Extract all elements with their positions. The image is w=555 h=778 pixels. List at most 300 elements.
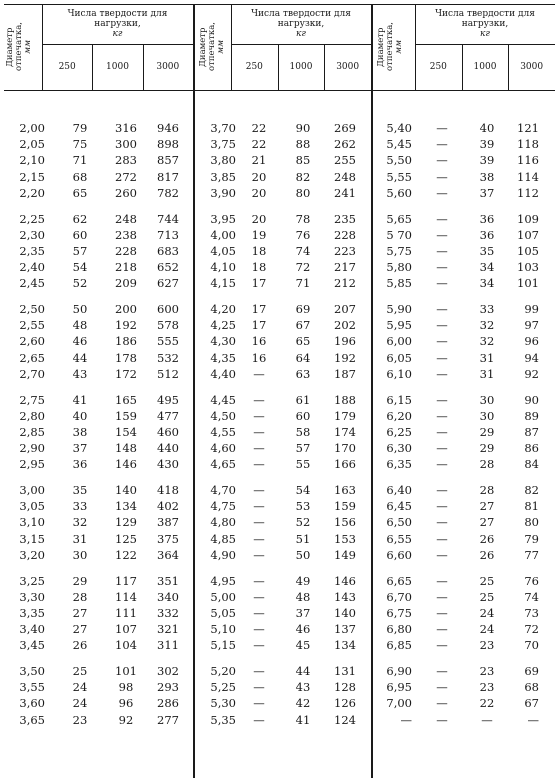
- diameter-value: 2,65: [19, 350, 45, 365]
- hardness-3000-value: 96: [524, 334, 539, 349]
- hardness-header: [42, 9, 193, 39]
- hardness-250-value: 25: [72, 664, 88, 678]
- hardness-1000-value: 300: [115, 137, 137, 152]
- hardness-1000-value: 26: [479, 531, 495, 546]
- hardness-3000-value: 286: [157, 696, 179, 711]
- hardness-3000-value: 269: [334, 121, 356, 135]
- diameter-value: 4,65: [210, 457, 236, 472]
- hardness-1000-value: 192: [115, 318, 137, 333]
- diameter-value: 2,30: [19, 227, 45, 242]
- hardness-3000-value: 192: [334, 350, 356, 365]
- diameter-value: 6,60: [386, 547, 412, 562]
- hardness-250-value: 44: [72, 350, 88, 365]
- diameter-value: 5,50: [386, 153, 412, 168]
- hardness-3000-value: 67: [524, 696, 539, 711]
- diameter-value: 2,70: [19, 366, 45, 381]
- hardness-1000-value: 49: [295, 573, 311, 588]
- hardness-3000-value: 248: [334, 169, 356, 184]
- diameter-value: 6,75: [386, 605, 412, 620]
- hardness-1000-value: 76: [295, 227, 311, 242]
- hardness-250-value: —: [436, 227, 448, 242]
- hardness-1000-value: 63: [295, 366, 311, 381]
- hardness-3000-value: 782: [157, 185, 179, 200]
- diameter-value: 6,20: [386, 408, 412, 423]
- hardness-1000-value: 74: [295, 243, 311, 258]
- row-rule: [4, 4, 555, 5]
- diameter-value: 2,40: [19, 260, 45, 275]
- hardness-3000-value: 118: [517, 137, 539, 152]
- hardness-3000-value: 440: [157, 441, 179, 456]
- diameter-value: 3,00: [19, 483, 45, 497]
- hardness-3000-value: 159: [334, 499, 356, 514]
- hardness-3000-value: 156: [334, 515, 356, 530]
- diameter-value: 4,50: [210, 408, 236, 423]
- hardness-3000-value: 332: [157, 605, 179, 620]
- hardness-header: [231, 9, 371, 39]
- hardness-3000-value: 74: [524, 589, 539, 604]
- hardness-1000-value: —: [481, 712, 493, 727]
- hardness-1000-value: 43: [295, 680, 311, 695]
- diameter-value: 6,65: [386, 573, 412, 588]
- diameter-value: 4,60: [210, 441, 236, 456]
- diameter-header: [199, 8, 227, 86]
- hardness-3000-value: 103: [517, 260, 539, 275]
- diameter-value: 2,05: [19, 137, 45, 152]
- hardness-3000-value: 87: [524, 424, 539, 439]
- load-header-250: 250: [245, 62, 263, 72]
- hardness-1000-value: 260: [115, 185, 137, 200]
- hardness-header-line1: Числа твердости для: [67, 9, 168, 19]
- hardness-1000-value: 248: [115, 211, 137, 226]
- hardness-250-value: 29: [72, 573, 88, 588]
- hardness-3000-value: 79: [524, 531, 539, 546]
- hardness-250-value: 62: [72, 211, 88, 226]
- hardness-1000-value: 78: [295, 211, 311, 226]
- hardness-1000-value: 72: [295, 260, 311, 275]
- hardness-1000-value: 30: [479, 408, 495, 423]
- hardness-250-value: —: [436, 350, 448, 365]
- hardness-250-value: 26: [72, 638, 88, 653]
- diameter-value: 6,85: [386, 638, 412, 653]
- hardness-250-value: 24: [72, 680, 88, 695]
- diameter-value: 3,25: [19, 573, 45, 588]
- diameter-value: 6,55: [386, 531, 412, 546]
- diameter-header-unit: мм: [394, 39, 404, 55]
- diameter-value: 5 70: [386, 227, 412, 242]
- hardness-250-value: 54: [72, 260, 88, 275]
- hardness-250-value: —: [253, 622, 265, 637]
- hardness-3000-value: —: [527, 712, 539, 727]
- hardness-header: [415, 9, 555, 39]
- hardness-250-value: —: [436, 638, 448, 653]
- hardness-1000-value: 37: [479, 185, 495, 200]
- hardness-250-value: —: [253, 483, 265, 497]
- hardness-250-value: 22: [251, 137, 267, 152]
- hardness-250-value: —: [253, 696, 265, 711]
- load-header-3000: 3000: [520, 62, 544, 72]
- diameter-value: 6,05: [386, 350, 412, 365]
- hardness-1000-value: 200: [115, 302, 137, 316]
- hardness-1000-value: 125: [115, 531, 137, 546]
- hardness-250-value: 46: [72, 334, 88, 349]
- hardness-250-value: 36: [72, 457, 88, 472]
- hardness-250-value: 18: [251, 260, 267, 275]
- diameter-value: 3,75: [210, 137, 236, 152]
- hardness-3000-value: 89: [524, 408, 539, 423]
- hardness-3000-value: 105: [517, 243, 539, 258]
- hardness-3000-value: 532: [157, 350, 179, 365]
- hardness-1000-value: 25: [479, 589, 495, 604]
- hardness-250-value: 27: [72, 622, 88, 637]
- diameter-value: 5,90: [386, 302, 412, 316]
- hardness-3000-value: 73: [524, 605, 539, 620]
- diameter-value: 6,45: [386, 499, 412, 514]
- hardness-3000-value: 126: [334, 696, 356, 711]
- diameter-value: 5,15: [210, 638, 236, 653]
- diameter-header-line1: Диаметр: [5, 27, 15, 67]
- hardness-1000-value: 140: [115, 483, 137, 497]
- hardness-250-value: 21: [251, 153, 267, 168]
- hardness-250-value: 17: [251, 318, 267, 333]
- diameter-value: 4,95: [210, 573, 236, 588]
- hardness-3000-value: 68: [524, 680, 539, 695]
- hardness-1000-value: 41: [295, 712, 311, 727]
- hardness-3000-value: 207: [334, 302, 356, 316]
- diameter-header-unit: мм: [216, 39, 226, 55]
- hardness-1000-value: 117: [115, 573, 137, 588]
- hardness-3000-value: 92: [524, 366, 539, 381]
- diameter-value: 2,95: [19, 457, 45, 472]
- hardness-1000-value: 67: [295, 318, 311, 333]
- hardness-250-value: 33: [72, 499, 88, 514]
- hardness-1000-value: 101: [115, 664, 137, 678]
- hardness-1000-value: 39: [479, 137, 495, 152]
- hardness-header-line2: нагрузки,: [277, 19, 325, 29]
- hardness-3000-value: 713: [157, 227, 179, 242]
- hardness-250-value: —: [436, 185, 448, 200]
- hardness-3000-value: 137: [334, 622, 356, 637]
- hardness-250-value: 32: [72, 515, 88, 530]
- hardness-3000-value: 134: [334, 638, 356, 653]
- hardness-1000-value: 98: [118, 680, 134, 695]
- hardness-3000-value: 364: [157, 547, 179, 562]
- hardness-250-value: —: [436, 318, 448, 333]
- diameter-header-line1: Диаметр: [376, 27, 386, 67]
- hardness-250-value: —: [253, 424, 265, 439]
- hardness-3000-value: 153: [334, 531, 356, 546]
- diameter-value: 2,10: [19, 153, 45, 168]
- hardness-3000-value: 387: [157, 515, 179, 530]
- hardness-1000-value: 90: [295, 121, 311, 135]
- hardness-3000-value: 302: [157, 664, 179, 678]
- hardness-1000-value: 46: [295, 622, 311, 637]
- hardness-3000-value: 131: [334, 664, 356, 678]
- hardness-1000-value: 29: [479, 441, 495, 456]
- hardness-1000-value: 54: [295, 483, 311, 497]
- diameter-value: 4,80: [210, 515, 236, 530]
- hardness-250-value: 17: [251, 276, 267, 291]
- hardness-3000-value: 97: [524, 318, 539, 333]
- diameter-value: 3,95: [210, 211, 236, 226]
- hardness-3000-value: 196: [334, 334, 356, 349]
- hardness-3000-value: 321: [157, 622, 179, 637]
- hardness-250-value: 16: [251, 334, 267, 349]
- diameter-value: 4,10: [210, 260, 236, 275]
- hardness-250-value: —: [436, 589, 448, 604]
- diameter-value: 2,60: [19, 334, 45, 349]
- hardness-3000-value: 311: [157, 638, 179, 653]
- hardness-1000-value: 88: [295, 137, 311, 152]
- hardness-1000-value: 146: [115, 457, 137, 472]
- load-header-1000: 1000: [473, 62, 497, 72]
- hardness-3000-value: 163: [334, 483, 356, 497]
- hardness-1000-value: 27: [479, 499, 495, 514]
- hardness-250-value: —: [253, 664, 265, 678]
- hardness-1000-value: 32: [479, 318, 495, 333]
- hardness-1000-value: 25: [479, 573, 495, 588]
- diameter-value: 6,80: [386, 622, 412, 637]
- diameter-value: 2,00: [19, 121, 45, 135]
- hardness-1000-value: 36: [479, 211, 495, 226]
- hardness-250-value: 23: [72, 712, 88, 727]
- diameter-value: 3,30: [19, 589, 45, 604]
- hardness-header-unit: кг: [296, 29, 306, 39]
- hardness-1000-value: 69: [295, 302, 311, 316]
- hardness-250-value: —: [436, 260, 448, 275]
- diameter-value: 3,60: [19, 696, 45, 711]
- diameter-value: 6,00: [386, 334, 412, 349]
- hardness-3000-value: 418: [157, 483, 179, 497]
- hardness-1000-value: 148: [115, 441, 137, 456]
- hardness-3000-value: 69: [524, 664, 539, 678]
- diameter-value: 3,90: [210, 185, 236, 200]
- hardness-1000-value: 272: [115, 169, 137, 184]
- hardness-3000-value: 86: [524, 441, 539, 456]
- diameter-value: 4,85: [210, 531, 236, 546]
- hardness-3000-value: 179: [334, 408, 356, 423]
- hardness-3000-value: 235: [334, 211, 356, 226]
- hardness-250-value: —: [436, 302, 448, 316]
- hardness-3000-value: 683: [157, 243, 179, 258]
- hardness-250-value: 27: [72, 605, 88, 620]
- diameter-value: 2,90: [19, 441, 45, 456]
- hardness-header-unit: кг: [112, 29, 123, 39]
- hardness-1000-value: 172: [115, 366, 137, 381]
- hardness-3000-value: 81: [524, 499, 539, 514]
- hardness-1000-value: 218: [115, 260, 137, 275]
- hardness-250-value: —: [253, 408, 265, 423]
- hardness-3000-value: 70: [524, 638, 539, 653]
- diameter-value: 5,85: [386, 276, 412, 291]
- load-header-3000: 3000: [156, 62, 180, 72]
- diameter-value: 2,20: [19, 185, 45, 200]
- hardness-3000-value: 84: [524, 457, 539, 472]
- diameter-value: 2,55: [19, 318, 45, 333]
- hardness-250-value: 41: [72, 392, 88, 407]
- hardness-1000-value: 107: [115, 622, 137, 637]
- hardness-1000-value: 186: [115, 334, 137, 349]
- hardness-250-value: 37: [72, 441, 88, 456]
- diameter-value: 6,40: [386, 483, 412, 497]
- hardness-250-value: 50: [72, 302, 88, 316]
- hardness-1000-value: 104: [115, 638, 137, 653]
- hardness-250-value: 48: [72, 318, 88, 333]
- hardness-3000-value: 114: [517, 169, 539, 184]
- hardness-1000-value: 34: [479, 276, 495, 291]
- hardness-250-value: —: [253, 573, 265, 588]
- load-header-1000: 1000: [289, 62, 313, 72]
- hardness-250-value: —: [253, 515, 265, 530]
- hardness-1000-value: 23: [479, 680, 495, 695]
- hardness-250-value: —: [436, 366, 448, 381]
- diameter-header-line1: Диаметр: [198, 27, 208, 67]
- hardness-250-value: 60: [72, 227, 88, 242]
- hardness-250-value: 65: [72, 185, 88, 200]
- hardness-250-value: —: [436, 334, 448, 349]
- hardness-3000-value: 112: [517, 185, 539, 200]
- hardness-3000-value: 116: [517, 153, 539, 168]
- diameter-value: 3,40: [19, 622, 45, 637]
- hardness-250-value: —: [253, 392, 265, 407]
- diameter-value: 5,65: [386, 211, 412, 226]
- hardness-1000-value: 96: [118, 696, 134, 711]
- row-rule: [415, 44, 555, 45]
- hardness-1000-value: 134: [115, 499, 137, 514]
- hardness-1000-value: 53: [295, 499, 311, 514]
- diameter-header-unit: мм: [23, 39, 33, 55]
- diameter-value: 2,85: [19, 424, 45, 439]
- hardness-1000-value: 27: [479, 515, 495, 530]
- hardness-250-value: 24: [72, 696, 88, 711]
- load-header-1000: 1000: [106, 62, 129, 72]
- row-rule: [42, 44, 193, 45]
- hardness-1000-value: 238: [115, 227, 137, 242]
- diameter-value: 5,45: [386, 137, 412, 152]
- hardness-3000-value: 99: [524, 302, 539, 316]
- hardness-250-value: —: [253, 366, 265, 381]
- hardness-3000-value: 277: [157, 712, 179, 727]
- diameter-value: 4,70: [210, 483, 236, 497]
- diameter-value: 5,30: [210, 696, 236, 711]
- diameter-value: 4,40: [210, 366, 236, 381]
- diameter-value: 2,25: [19, 211, 45, 226]
- hardness-250-value: —: [436, 515, 448, 530]
- hardness-250-value: 28: [72, 589, 88, 604]
- hardness-3000-value: 898: [157, 137, 179, 152]
- hardness-250-value: —: [436, 153, 448, 168]
- hardness-3000-value: 402: [157, 499, 179, 514]
- hardness-1000-value: 52: [295, 515, 311, 530]
- hardness-1000-value: 36: [479, 227, 495, 242]
- hardness-3000-value: 90: [524, 392, 539, 407]
- hardness-1000-value: 33: [479, 302, 495, 316]
- hardness-1000-value: 57: [295, 441, 311, 456]
- hardness-250-value: —: [436, 664, 448, 678]
- hardness-1000-value: 92: [118, 712, 134, 727]
- hardness-250-value: —: [436, 457, 448, 472]
- diameter-value: 4,75: [210, 499, 236, 514]
- hardness-250-value: 18: [251, 243, 267, 258]
- diameter-header-line2: отпечатка,: [14, 22, 24, 72]
- hardness-3000-value: 351: [157, 573, 179, 588]
- diameter-value: 5,20: [210, 664, 236, 678]
- hardness-250-value: 22: [251, 121, 267, 135]
- hardness-250-value: 31: [72, 531, 88, 546]
- hardness-1000-value: 58: [295, 424, 311, 439]
- hardness-3000-value: 217: [334, 260, 356, 275]
- hardness-1000-value: 65: [295, 334, 311, 349]
- diameter-value: 3,80: [210, 153, 236, 168]
- hardness-3000-value: 109: [517, 211, 539, 226]
- hardness-3000-value: 174: [334, 424, 356, 439]
- hardness-250-value: —: [436, 696, 448, 711]
- hardness-250-value: —: [436, 276, 448, 291]
- hardness-1000-value: 40: [479, 121, 495, 135]
- diameter-value: 6,30: [386, 441, 412, 456]
- diameter-value: 5,55: [386, 169, 412, 184]
- hardness-1000-value: 209: [115, 276, 137, 291]
- hardness-250-value: 52: [72, 276, 88, 291]
- hardness-3000-value: 223: [334, 243, 356, 258]
- hardness-3000-value: 140: [334, 605, 356, 620]
- diameter-value: 4,20: [210, 302, 236, 316]
- diameter-value: 5,10: [210, 622, 236, 637]
- hardness-3000-value: 652: [157, 260, 179, 275]
- hardness-3000-value: 430: [157, 457, 179, 472]
- hardness-1000-value: 31: [479, 350, 495, 365]
- hardness-250-value: 38: [72, 424, 88, 439]
- hardness-250-value: —: [436, 169, 448, 184]
- diameter-value: 5,95: [386, 318, 412, 333]
- diameter-value: 4,05: [210, 243, 236, 258]
- hardness-3000-value: 212: [334, 276, 356, 291]
- hardness-3000-value: 578: [157, 318, 179, 333]
- hardness-250-value: —: [436, 408, 448, 423]
- hardness-1000-value: 50: [295, 547, 311, 562]
- diameter-value: 3,85: [210, 169, 236, 184]
- hardness-1000-value: 48: [295, 589, 311, 604]
- hardness-3000-value: 255: [334, 153, 356, 168]
- diameter-value: 2,50: [19, 302, 45, 316]
- hardness-1000-value: 23: [479, 664, 495, 678]
- diameter-value: 3,35: [19, 605, 45, 620]
- hardness-1000-value: 31: [479, 366, 495, 381]
- hardness-250-value: —: [436, 392, 448, 407]
- hardness-250-value: 16: [251, 350, 267, 365]
- hardness-250-value: —: [253, 589, 265, 604]
- diameter-value: 5,05: [210, 605, 236, 620]
- hardness-3000-value: 241: [334, 185, 356, 200]
- diameter-value: 4,45: [210, 392, 236, 407]
- hardness-250-value: 71: [72, 153, 88, 168]
- hardness-250-value: —: [436, 547, 448, 562]
- hardness-1000-value: 34: [479, 260, 495, 275]
- hardness-3000-value: 293: [157, 680, 179, 695]
- column-rule: [371, 4, 373, 778]
- hardness-250-value: 57: [72, 243, 88, 258]
- hardness-250-value: —: [436, 243, 448, 258]
- hardness-1000-value: 154: [115, 424, 137, 439]
- hardness-1000-value: 122: [115, 547, 137, 562]
- diameter-value: 2,45: [19, 276, 45, 291]
- diameter-value: 5,75: [386, 243, 412, 258]
- hardness-250-value: 20: [251, 185, 267, 200]
- hardness-250-value: —: [436, 137, 448, 152]
- hardness-3000-value: 477: [157, 408, 179, 423]
- hardness-3000-value: 166: [334, 457, 356, 472]
- hardness-250-value: —: [253, 441, 265, 456]
- hardness-3000-value: 124: [334, 712, 356, 727]
